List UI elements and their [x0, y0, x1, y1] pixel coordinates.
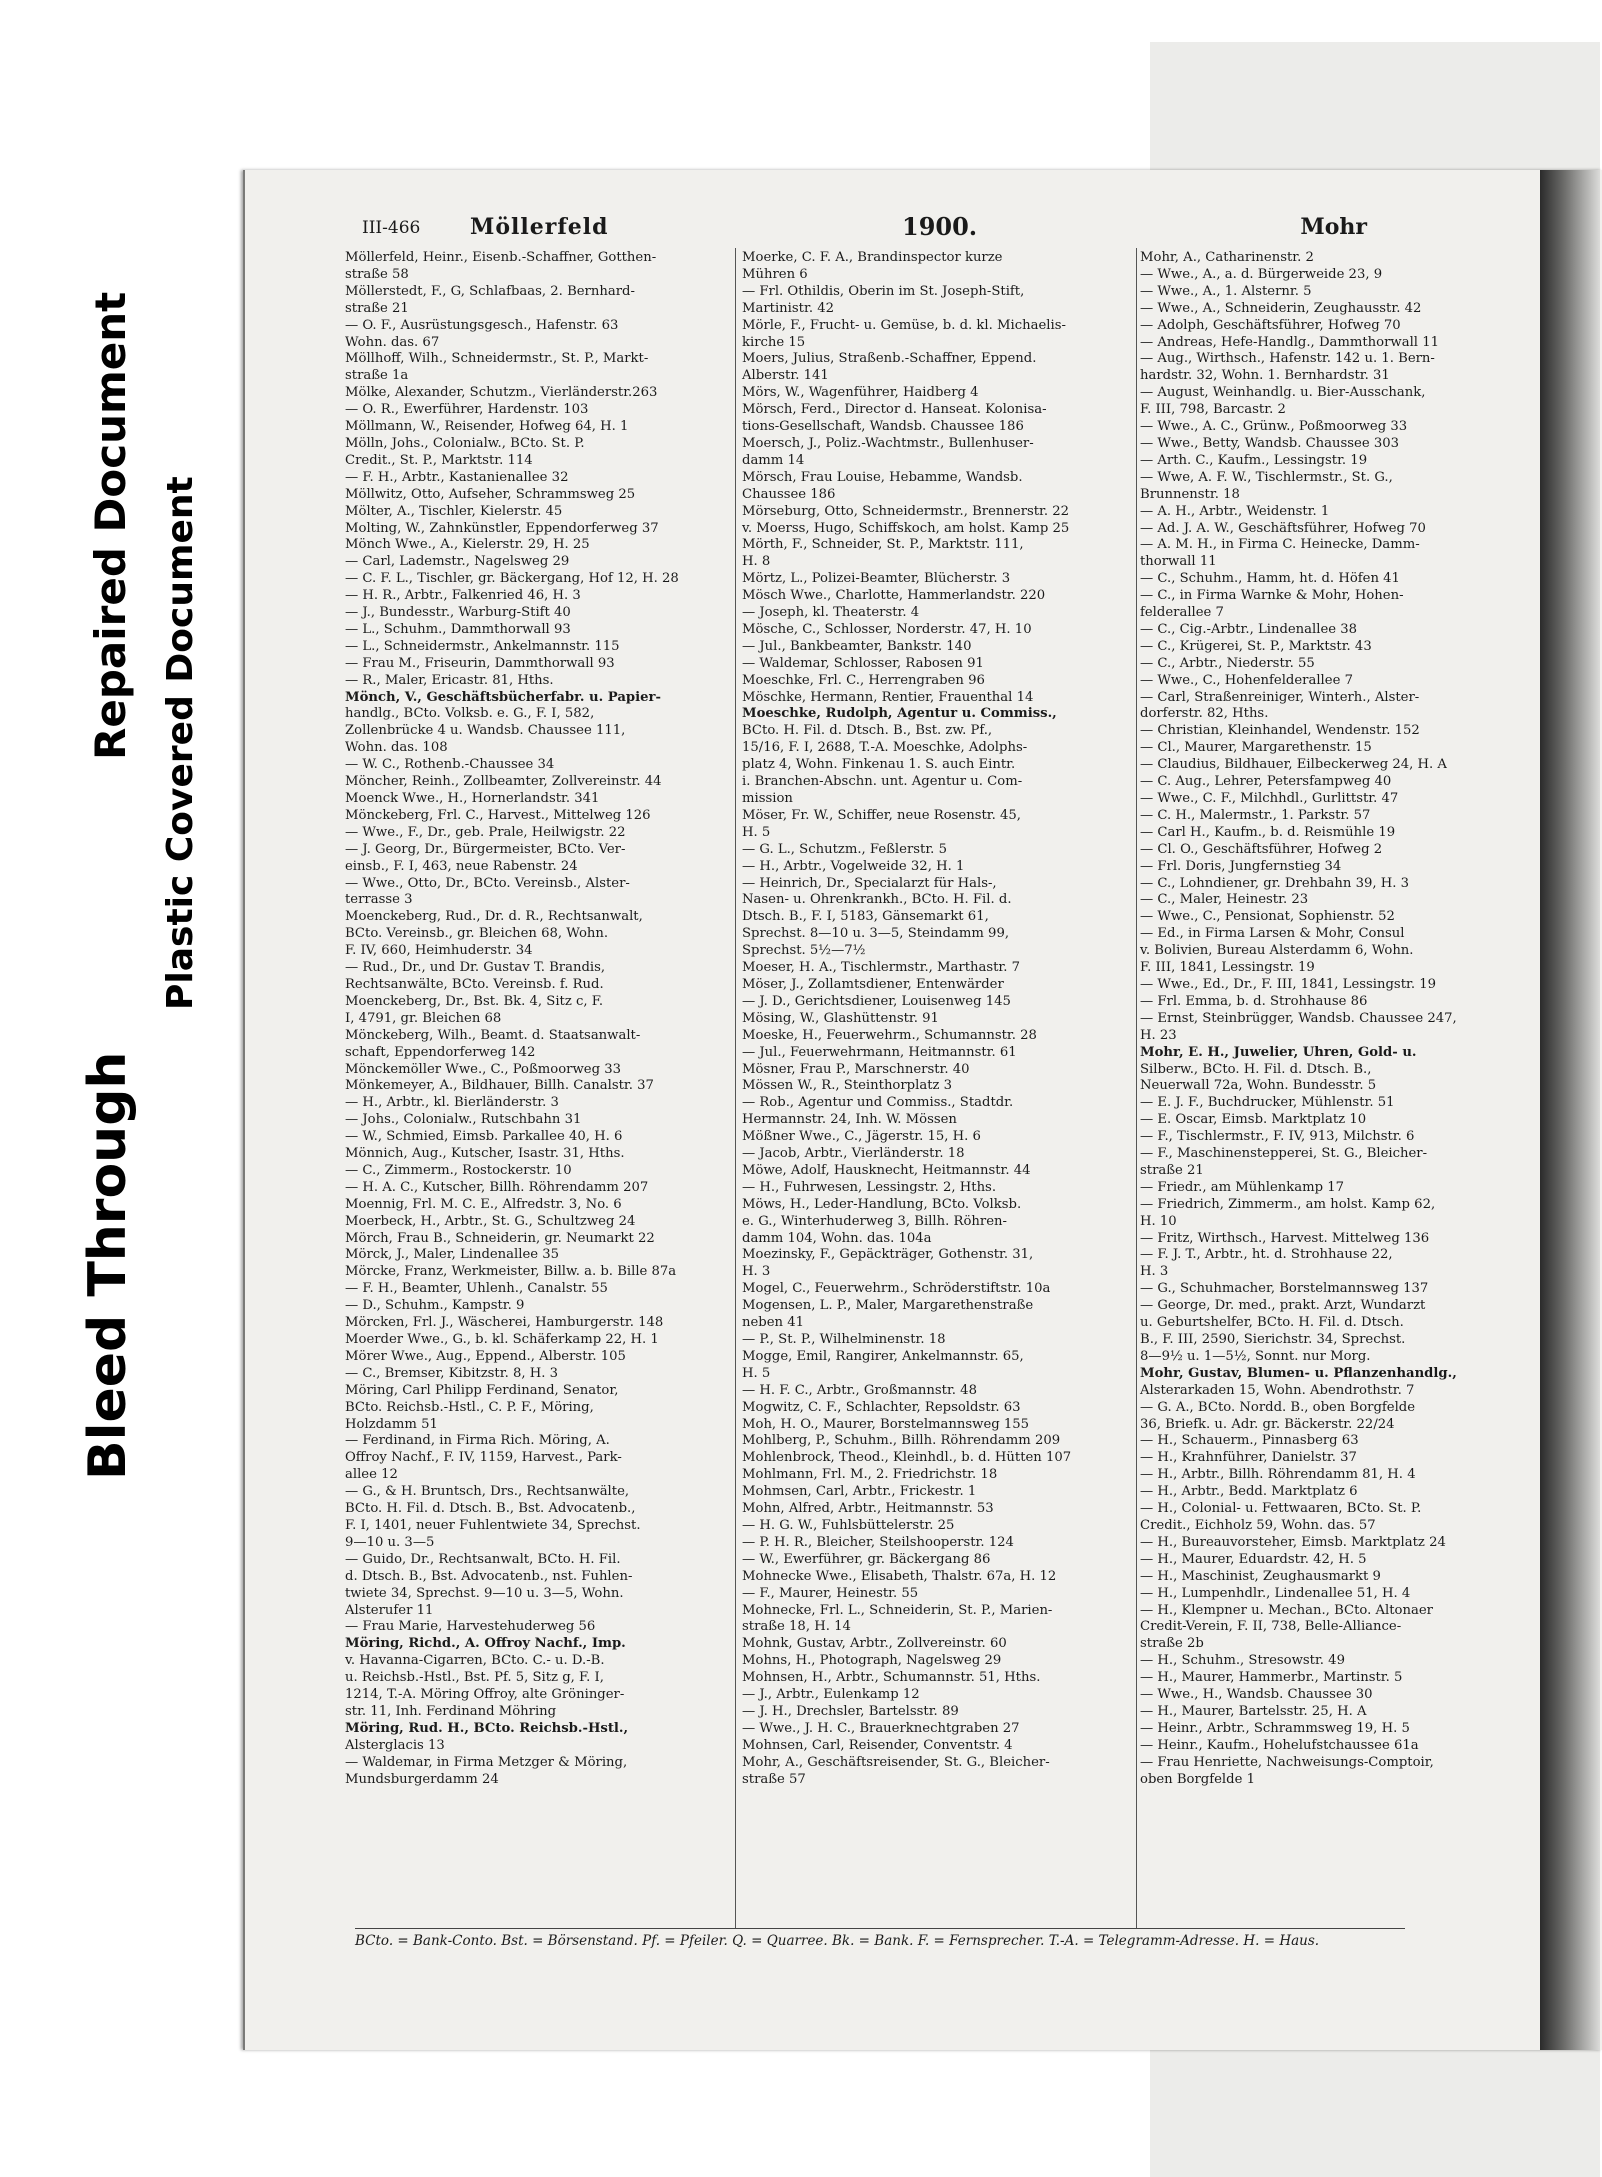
directory-entry-line: — Fritz, Wirthsch., Harvest. Mittelweg 136 [1140, 1230, 1430, 1246]
directory-entry-line: Möws, H., Leder-Handlung, BCto. Volksb. [742, 1196, 1022, 1212]
directory-entry-line: Mogge, Emil, Rangirer, Ankelmannstr. 65, [742, 1348, 1024, 1364]
directory-entry-line: Mörsch, Frau Louise, Hebamme, Wandsb. [742, 469, 1023, 485]
directory-entry-line: — P. H. R., Bleicher, Steilshooperstr. 124 [742, 1534, 1014, 1550]
directory-entry-line: Mösch Wwe., Charlotte, Hammerlandstr. 220 [742, 588, 1046, 604]
directory-entry-line: e. G., Winterhuderweg 3, Billh. Röhren- [742, 1213, 1007, 1229]
column-divider [735, 248, 736, 1928]
directory-entry-line: — G. L., Schutzm., Feßlerstr. 5 [742, 841, 947, 857]
directory-entry-line: Moerbeck, H., Arbtr., St. G., Schultzweg 24 [345, 1213, 636, 1229]
directory-entry-line: Moeschke, Rudolph, Agentur u. Commiss., [742, 706, 1057, 722]
directory-entry-line: — C. F. L., Tischler, gr. Bäckergang, Hof 12, H. 28 [345, 571, 679, 587]
directory-entry-line: Moeser, H. A., Tischlermstr., Marthastr. 7 [742, 960, 1021, 976]
directory-entry-line: schaft, Eppendorferweg 142 [345, 1044, 536, 1060]
directory-entry-line: Mörcken, Frl. J., Wäscherei, Hamburgerstr. 148 [345, 1315, 664, 1331]
directory-entry-line: Mößner Wwe., C., Jägerstr. 15, H. 6 [742, 1129, 981, 1145]
directory-entry-line: — Frau Henriette, Nachweisungs-Comptoir, [1140, 1754, 1434, 1770]
directory-entry-line: — A. M. H., in Firma C. Heinecke, Damm- [1140, 537, 1420, 553]
directory-entry-line: Moeske, H., Feuerwehrm., Schumannstr. 28 [742, 1027, 1037, 1043]
directory-entry-line: — Frl. Doris, Jungfernstieg 34 [1140, 858, 1342, 874]
directory-entry-line: Möschke, Hermann, Rentier, Frauenthal 14 [742, 689, 1034, 705]
directory-entry-line: — Wwe., C., Pensionat, Sophienstr. 52 [1140, 909, 1395, 925]
directory-entry-line: — F. H., Arbtr., Kastanienallee 32 [345, 469, 569, 485]
directory-entry-line: 15/16, F. I, 2688, T.-A. Moeschke, Adolphs- [742, 740, 1028, 756]
directory-entry-line: BCto. H. Fil. d. Dtsch. B., Bst. zw. Pf., [742, 723, 993, 739]
directory-entry-line: — Cl., Maurer, Margarethenstr. 15 [1140, 740, 1372, 756]
directory-entry-line: — Joseph, kl. Theaterstr. 4 [742, 605, 920, 621]
directory-entry-line: — Wwe., A., 1. Alsternr. 5 [1140, 283, 1312, 299]
directory-entry-line: d. Dtsch. B., Bst. Advocatenb., nst. Fuhlen- [345, 1568, 633, 1584]
directory-entry-line: Mohlenbrock, Theod., Kleinhdl., b. d. Hütten 107 [742, 1450, 1072, 1466]
directory-entry-line: — H., Schauerm., Pinnasberg 63 [1140, 1433, 1359, 1449]
directory-entry-line: — H., Krahnführer, Danielstr. 37 [1140, 1450, 1357, 1466]
directory-entry-line: Martinistr. 42 [742, 300, 834, 316]
book-binding [1540, 170, 1600, 2050]
directory-entry-line: Mühren 6 [742, 266, 808, 282]
directory-entry-line: — F. J. T., Arbtr., ht. d. Strohhause 22, [1140, 1247, 1393, 1263]
directory-entry-line: — Ferdinand, in Firma Rich. Möring, A. [345, 1433, 610, 1449]
directory-entry-line: — Guido, Dr., Rechtsanwalt, BCto. H. Fil. [345, 1551, 621, 1567]
directory-entry-line: Brunnenstr. 18 [1140, 486, 1240, 502]
directory-entry-line: thorwall 11 [1140, 554, 1217, 570]
directory-entry-line: dorferstr. 82, Hths. [1140, 706, 1269, 722]
directory-entry-line: — F., Tischlermstr., F. IV, 913, Milchstr. 6 [1140, 1129, 1415, 1145]
directory-entry-line: — C. H., Malermstr., 1. Parkstr. 57 [1140, 807, 1371, 823]
directory-entry-line: Sprechst. 5½—7½ [742, 943, 866, 959]
directory-entry-line: — H. A. C., Kutscher, Billh. Röhrendamm 207 [345, 1179, 649, 1195]
directory-entry-line: — D., Schuhm., Kampstr. 9 [345, 1298, 525, 1314]
directory-entry-line: — H., Maurer, Bartelsstr. 25, H. A [1140, 1703, 1367, 1719]
directory-entry-line: straße 2b [1140, 1636, 1204, 1652]
directory-entry-line: Credit., St. P., Marktstr. 114 [345, 452, 533, 468]
directory-entry-line: Moerder Wwe., G., b. kl. Schäferkamp 22, H. 1 [345, 1332, 659, 1347]
directory-entry-line: felderallee 7 [1140, 605, 1224, 621]
directory-entry-line: Möllmann, W., Reisender, Hofweg 64, H. 1 [345, 419, 629, 435]
column-divider [1136, 248, 1137, 1928]
directory-entry-line: Mohnk, Gustav, Arbtr., Zollvereinstr. 60 [742, 1636, 1007, 1652]
directory-entry-line: v. Havanna-Cigarren, BCto. C.- u. D.-B. [345, 1653, 605, 1669]
directory-entry-line: Alsterufer 11 [345, 1602, 434, 1618]
directory-entry-line: — H., Arbtr., Vogelweide 32, H. 1 [742, 858, 965, 874]
directory-entry-line: — H., Lumpenhdlr., Lindenallee 51, H. 4 [1140, 1585, 1411, 1601]
directory-entry-line: Alsterarkaden 15, Wohn. Abendrothstr. 7 [1140, 1382, 1415, 1398]
directory-entry-line: — Jul., Feuerwehrmann, Heitmannstr. 61 [742, 1044, 1017, 1060]
directory-entry-line: oben Borgfelde 1 [1140, 1771, 1255, 1787]
directory-entry-line: Molting, W., Zahnkünstler, Eppendorferweg 37 [345, 520, 659, 536]
directory-entry-line: 36, Briefk. u. Adr. gr. Bäckerstr. 22/24 [1140, 1416, 1395, 1432]
directory-entry-line: — L., Schneidermstr., Ankelmannstr. 115 [345, 638, 620, 654]
directory-entry-line: Mölln, Johs., Colonialw., BCto. St. P. [345, 435, 585, 451]
directory-entry-line: — Waldemar, Schlosser, Rabosen 91 [742, 655, 984, 671]
directory-entry-line: damm 104, Wohn. das. 104a [742, 1230, 932, 1246]
directory-entry-line: — O. R., Ewerführer, Hardenstr. 103 [345, 402, 589, 418]
directory-entry-line: Mundsburgerdamm 24 [345, 1771, 499, 1787]
directory-entry-line: Wohn. das. 67 [345, 334, 440, 350]
directory-entry-line: damm 14 [742, 452, 805, 468]
directory-entry-line: — O. F., Ausrüstungsgesch., Hafenstr. 63 [345, 317, 619, 333]
directory-entry-line: straße 21 [345, 300, 409, 316]
directory-entry-line: neben 41 [742, 1315, 805, 1331]
header-year: 1900. [902, 212, 978, 241]
directory-entry-line: — Rob., Agentur und Commiss., Stadtdr. [742, 1095, 1014, 1111]
directory-entry-line: — H. G. W., Fuhlsbüttelerstr. 25 [742, 1517, 955, 1533]
directory-entry-line: twiete 34, Sprechst. 9—10 u. 3—5, Wohn. [345, 1585, 624, 1601]
page-code: III-466 [362, 218, 421, 238]
directory-entry-line: i. Branchen-Abschn. unt. Agentur u. Com- [742, 774, 1023, 790]
directory-entry-line: v. Moerss, Hugo, Schiffskoch, am holst. Kamp 25 [742, 520, 1070, 536]
directory-entry-line: Holzdamm 51 [345, 1416, 438, 1432]
directory-entry-line: handlg., BCto. Volksb. e. G., F. I, 582, [345, 706, 595, 722]
directory-entry-line: — C. Aug., Lehrer, Petersfampweg 40 [1140, 774, 1392, 790]
directory-entry-line: — C., Zimmerm., Rostockerstr. 10 [345, 1162, 572, 1178]
footer-rule [355, 1928, 1405, 1929]
directory-entry-line: Mösche, C., Schlosser, Norderstr. 47, H. 10 [742, 621, 1032, 637]
directory-entry-line: Möwe, Adolf, Hausknecht, Heitmannstr. 44 [742, 1162, 1031, 1178]
directory-entry-line: — Claudius, Bildhauer, Eilbeckerweg 24, H. A [1140, 757, 1447, 773]
directory-entry-line: — W., Schmied, Eimsb. Parkallee 40, H. 6 [345, 1129, 623, 1145]
directory-entry-line: — Ed., in Firma Larsen & Mohr, Consul [1140, 926, 1405, 942]
directory-entry-line: Mohnecke, Frl. L., Schneiderin, St. P., Marien- [742, 1602, 1053, 1618]
directory-entry-line: Mönnich, Aug., Kutscher, Isastr. 31, Hths. [345, 1146, 625, 1162]
directory-entry-line: — W., Ewerführer, gr. Bäckergang 86 [742, 1551, 991, 1567]
directory-entry-line: Möllhoff, Wilh., Schneidermstr., St. P., Markt- [345, 351, 649, 367]
directory-entry-line: Möllwitz, Otto, Aufseher, Schrammsweg 25 [345, 486, 636, 502]
directory-entry-line: — W. C., Rothenb.-Chaussee 34 [345, 757, 555, 773]
directory-entry-line: — Wwe., F., Dr., geb. Prale, Heilwigstr. 22 [345, 824, 626, 840]
directory-entry-line: Moersch, J., Poliz.-Wachtmstr., Bullenhuser- [742, 435, 1034, 451]
directory-entry-line: — August, Weinhandlg. u. Bier-Ausschank, [1140, 385, 1426, 401]
directory-entry-line: Mönch, V., Geschäftsbücherfabr. u. Papier- [345, 689, 661, 705]
directory-entry-line: — H., Maurer, Eduardstr. 42, H. 5 [1140, 1551, 1367, 1567]
directory-entry-line: Mönkemeyer, A., Bildhauer, Billh. Canalstr. 37 [345, 1078, 654, 1094]
directory-entry-line: I, 4791, gr. Bleichen 68 [345, 1010, 502, 1026]
directory-entry-line: 1214, T.-A. Möring Offroy, alte Gröninger- [345, 1687, 625, 1703]
directory-entry-line: — J. H., Drechsler, Bartelsstr. 89 [742, 1703, 959, 1719]
directory-entry-line: Mohlberg, P., Schuhm., Billh. Röhrendamm 209 [742, 1433, 1061, 1449]
directory-entry-line: Möser, J., Zollamtsdiener, Entenwärder [742, 976, 1004, 992]
directory-entry-line: — H., Maschinist, Zeughausmarkt 9 [1140, 1568, 1381, 1584]
header-right-word: Mohr [1300, 214, 1367, 240]
directory-entry-line: — C., Cig.-Arbtr., Lindenallee 38 [1140, 621, 1358, 637]
directory-entry-line: — Heinrich, Dr., Specialarzt für Hals-, [742, 875, 997, 891]
directory-entry-line: — Wwe., Otto, Dr., BCto. Vereinsb., Alster- [345, 875, 630, 891]
label-bleed-through: Bleed Through [78, 1051, 138, 1480]
directory-entry-line: — H., Arbtr., Bedd. Marktplatz 6 [1140, 1484, 1358, 1500]
directory-entry-line: Moenck Wwe., H., Hornerlandstr. 341 [345, 791, 600, 806]
directory-entry-line: Mörer Wwe., Aug., Eppend., Alberstr. 105 [345, 1348, 626, 1364]
directory-entry-line: — H., Colonial- u. Fettwaaren, BCto. St. P. [1140, 1501, 1422, 1517]
directory-entry-line: Offroy Nachf., F. IV, 1159, Harvest., Park- [345, 1450, 622, 1466]
directory-entry-line: — C., Bremser, Kibitzstr. 8, H. 3 [345, 1365, 559, 1381]
directory-entry-line: 9—10 u. 3—5 [345, 1534, 435, 1550]
directory-entry-line: — Aug., Wirthsch., Hafenstr. 142 u. 1. Bern- [1140, 351, 1435, 367]
directory-entry-line: Mölter, A., Tischler, Kielerstr. 45 [345, 503, 563, 519]
directory-entry-line: — E. J. F., Buchdrucker, Mühlenstr. 51 [1140, 1095, 1395, 1111]
directory-entry-line: Neuerwall 72a, Wohn. Bundesstr. 5 [1140, 1078, 1377, 1094]
directory-entry-line: — Wwe., C. F., Milchhdl., Gurlittstr. 47 [1140, 791, 1399, 806]
directory-entry-line: — E. Oscar, Eimsb. Marktplatz 10 [1140, 1112, 1367, 1128]
directory-entry-line: — Johs., Colonialw., Rutschbahn 31 [345, 1112, 582, 1128]
directory-entry-line: terrasse 3 [345, 892, 413, 908]
directory-entry-line: H. 3 [742, 1264, 771, 1280]
directory-entry-line: Moezinsky, F., Gepäckträger, Gothenstr. 31, [742, 1247, 1034, 1263]
directory-entry-line: Mösner, Frau P., Marschnerstr. 40 [742, 1061, 970, 1077]
directory-entry-line: Mohn, Alfred, Arbtr., Heitmannstr. 53 [742, 1501, 994, 1517]
directory-entry-line: — Arth. C., Kaufm., Lessingstr. 19 [1140, 452, 1368, 468]
directory-entry-line: — G., Schuhmacher, Borstelmannsweg 137 [1140, 1281, 1429, 1297]
directory-entry-line: Wohn. das. 108 [345, 740, 448, 756]
directory-entry-line: — Wwe., H., Wandsb. Chaussee 30 [1140, 1687, 1373, 1703]
directory-entry-line: Möring, Carl Philipp Ferdinand, Senator, [345, 1382, 619, 1398]
directory-entry-line: H. 10 [1140, 1213, 1177, 1229]
header-left-word: Möllerfeld [470, 214, 609, 240]
directory-entry-line: — Wwe., Ed., Dr., F. III, 1841, Lessingstr. 19 [1140, 976, 1437, 992]
entries-column-1 [345, 250, 728, 1788]
directory-entry-line: — H., Maurer, Hammerbr., Martinstr. 5 [1140, 1670, 1403, 1686]
directory-entry-line: Silberw., BCto. H. Fil. d. Dtsch. B., [1140, 1061, 1372, 1077]
entries-column-2 [742, 250, 1132, 1788]
entries-column-3 [1140, 250, 1457, 1788]
directory-entry-line: kirche 15 [742, 334, 806, 350]
directory-entry-line: Mohmsen, Carl, Arbtr., Frickestr. 1 [742, 1484, 977, 1500]
directory-entry-line: — Friedr., am Mühlenkamp 17 [1140, 1179, 1345, 1195]
directory-entry-line: — H., Schuhm., Stresowstr. 49 [1140, 1653, 1345, 1669]
directory-entry-line: — Ad. J. A. W., Geschäftsführer, Hofweg 70 [1140, 520, 1426, 536]
directory-entry-line: Mohr, A., Catharinenstr. 2 [1140, 250, 1314, 265]
directory-entry-line: Rechtsanwälte, BCto. Vereinsb. f. Rud. [345, 976, 604, 992]
directory-entry-line: 8—9½ u. 1—5½, Sonnt. nur Morg. [1140, 1348, 1371, 1364]
directory-entry-line: straße 57 [742, 1771, 806, 1787]
directory-entry-line: Mönckeberg, Frl. C., Harvest., Mittelweg 126 [345, 807, 651, 823]
directory-entry-line: F. I, 1401, neuer Fuhlentwiete 34, Sprechst. [345, 1517, 641, 1533]
directory-entry-line: Mölke, Alexander, Schutzm., Vierländerstr.263 [345, 385, 658, 401]
directory-entry-line: — C., in Firma Warnke & Mohr, Hohen- [1140, 588, 1404, 604]
directory-entry-line: — Rud., Dr., und Dr. Gustav T. Brandis, [345, 960, 606, 976]
directory-entry-line: Möllerstedt, F., G, Schlafbaas, 2. Bernhard- [345, 283, 635, 299]
directory-entry-line: Möncher, Reinh., Zollbeamter, Zollvereinstr. 44 [345, 774, 662, 790]
directory-entry-line: mission [742, 791, 793, 806]
directory-entry-line: str. 11, Inh. Ferdinand Möhring [345, 1703, 557, 1719]
directory-entry-line: hardstr. 32, Wohn. 1. Bernhardstr. 31 [1140, 368, 1390, 384]
directory-entry-line: Mohnsen, Carl, Reisender, Conventstr. 4 [742, 1737, 1013, 1753]
directory-entry-line: — G., & H. Bruntsch, Drs., Rechtsanwälte, [345, 1484, 630, 1500]
directory-entry-line: — C., Lohndiener, gr. Drehbahn 39, H. 3 [1140, 875, 1410, 891]
directory-entry-line: — C., Arbtr., Niederstr. 55 [1140, 655, 1315, 671]
directory-entry-line: — Carl, Straßenreiniger, Winterh., Alster- [1140, 689, 1420, 705]
directory-entry-line: Mohns, H., Photograph, Nagelsweg 29 [742, 1653, 1002, 1669]
directory-entry-line: Moers, Julius, Straßenb.-Schaffner, Eppend. [742, 351, 1037, 367]
directory-entry-line: — Jacob, Arbtr., Vierländerstr. 18 [742, 1146, 965, 1162]
directory-entry-line: Mönckemöller Wwe., C., Poßmoorweg 33 [345, 1061, 621, 1077]
directory-entry-line: Mohr, A., Geschäftsreisender, St. G., Bleicher- [742, 1754, 1050, 1770]
directory-entry-line: Sprechst. 8—10 u. 3—5, Steindamm 99, [742, 926, 1010, 942]
directory-entry-line: Hermannstr. 24, Inh. W. Mössen [742, 1112, 957, 1128]
directory-entry-line: F. IV, 660, Heimhuderstr. 34 [345, 943, 533, 959]
directory-entry-line: einsb., F. I, 463, neue Rabenstr. 24 [345, 858, 578, 874]
directory-entry-line: Möring, Rud. H., BCto. Reichsb.-Hstl., [345, 1720, 629, 1736]
directory-entry-line: — H., Klempner u. Mechan., BCto. Altonaer [1140, 1602, 1433, 1618]
directory-entry-line: Mörth, F., Schneider, St. P., Marktstr. 111, [742, 537, 1024, 553]
directory-entry-line: H. 23 [1140, 1027, 1177, 1043]
directory-entry-line: — Frau Marie, Harvestehuderweg 56 [345, 1619, 596, 1635]
directory-entry-line: — Frau M., Friseurin, Dammthorwall 93 [345, 655, 615, 671]
directory-entry-line: — H., Arbtr., kl. Bierländerstr. 3 [345, 1095, 559, 1111]
directory-entry-line: Mohnsen, H., Arbtr., Schumannstr. 51, Hths. [742, 1670, 1041, 1686]
directory-entry-line: — L., Schuhm., Dammthorwall 93 [345, 621, 571, 637]
directory-entry-line: Möllerfeld, Heinr., Eisenb.-Schaffner, Gotthen- [345, 250, 657, 265]
directory-entry-line: — F. H., Beamter, Uhlenh., Canalstr. 55 [345, 1281, 608, 1297]
directory-entry-line: — Friedrich, Zimmerm., am holst. Kamp 62, [1140, 1196, 1436, 1212]
directory-entry-line: Moennig, Frl. M. C. E., Alfredstr. 3, No. 6 [345, 1196, 622, 1212]
directory-entry-line: — Frl. Emma, b. d. Strohhause 86 [1140, 993, 1368, 1009]
directory-entry-line: F. III, 1841, Lessingstr. 19 [1140, 960, 1315, 976]
directory-entry-line: u. Geburtshelfer, BCto. H. Fil. d. Dtsch. [1140, 1315, 1404, 1331]
directory-entry-line: — Waldemar, in Firma Metzger & Möring, [345, 1754, 628, 1770]
directory-entry-line: BCto. Vereinsb., gr. Bleichen 68, Wohn. [345, 926, 609, 942]
directory-entry-line: straße 1a [345, 368, 409, 384]
directory-entry-line: — J. D., Gerichtsdiener, Louisenweg 145 [742, 993, 1011, 1009]
directory-entry-line: v. Bolivien, Bureau Alsterdamm 6, Wohn. [1140, 943, 1414, 959]
directory-entry-line: F. III, 798, Barcastr. 2 [1140, 402, 1286, 418]
directory-entry-line: — C., Krügerei, St. P., Marktstr. 43 [1140, 638, 1372, 654]
directory-entry-line: Moenckeberg, Rud., Dr. d. R., Rechtsanwalt, [345, 909, 643, 925]
directory-entry-line: — Heinr., Arbtr., Schrammsweg 19, H. 5 [1140, 1720, 1410, 1736]
directory-entry-line: Mönckeberg, Wilh., Beamt. d. Staatsanwalt- [345, 1027, 641, 1043]
directory-entry-line: Mohlmann, Frl. M., 2. Friedrichstr. 18 [742, 1467, 998, 1483]
directory-entry-line: — Carl, Lademstr., Nagelsweg 29 [345, 554, 570, 570]
directory-entry-line: H. 5 [742, 1365, 771, 1381]
directory-entry-line: Möser, Fr. W., Schiffer, neue Rosenstr. 45, [742, 807, 1022, 823]
directory-entry-line: straße 21 [1140, 1162, 1204, 1178]
directory-entry-line: — F., Maschinenstepperei, St. G., Bleicher- [1140, 1146, 1428, 1162]
directory-entry-line: — Ernst, Steinbrügger, Wandsb. Chaussee 247, [1140, 1010, 1457, 1026]
directory-entry-line: — C., Schuhm., Hamm, ht. d. Höfen 41 [1140, 571, 1400, 587]
directory-entry-line: allee 12 [345, 1467, 398, 1483]
directory-entry-line: — H. F. C., Arbtr., Großmannstr. 48 [742, 1382, 977, 1398]
directory-entry-line: — Wwe., A. C., Grünw., Poßmoorweg 33 [1140, 419, 1408, 435]
directory-entry-line: H. 8 [742, 554, 771, 570]
directory-entry-line: — Adolph, Geschäftsführer, Hofweg 70 [1140, 317, 1401, 333]
directory-entry-line: — Wwe., Betty, Wandsb. Chaussee 303 [1140, 435, 1400, 451]
directory-entry-line: Chaussee 186 [742, 486, 836, 502]
directory-entry-line: Mörch, Frau B., Schneiderin, gr. Neumarkt 22 [345, 1230, 655, 1246]
directory-entry-line: — Wwe., C., Hohenfelderallee 7 [1140, 672, 1353, 688]
directory-entry-line: Möring, Richd., A. Offroy Nachf., Imp. [345, 1636, 626, 1652]
directory-entry-line: — H. R., Arbtr., Falkenried 46, H. 3 [345, 588, 581, 604]
directory-entry-line: Mörck, J., Maler, Lindenallee 35 [345, 1247, 560, 1263]
directory-entry-line: — A. H., Arbtr., Weidenstr. 1 [1140, 503, 1330, 519]
directory-entry-line: — Heinr., Kaufm., Hohelufstchaussee 61a [1140, 1737, 1419, 1753]
directory-entry-line: — J., Bundesstr., Warburg-Stift 40 [345, 605, 571, 621]
directory-entry-line: Mogel, C., Feuerwehrm., Schröderstiftstr. 10a [742, 1281, 1051, 1297]
directory-entry-line: Mogwitz, C. F., Schlachter, Repsoldstr. 63 [742, 1399, 1021, 1415]
directory-entry-line: — H., Fuhrwesen, Lessingstr. 2, Hths. [742, 1179, 997, 1195]
directory-entry-line: Mörtz, L., Polizei-Beamter, Blücherstr. 3 [742, 571, 1011, 587]
directory-entry-line: Dtsch. B., F. I, 5183, Gänsemarkt 61, [742, 909, 989, 925]
directory-entry-line: — H., Arbtr., Billh. Röhrendamm 81, H. 4 [1140, 1467, 1416, 1483]
directory-entry-line: Mörseburg, Otto, Schneidermstr., Brennerstr. 22 [742, 503, 1070, 519]
directory-entry-line: Credit., Eichholz 59, Wohn. das. 57 [1140, 1517, 1376, 1533]
directory-entry-line: — J., Arbtr., Eulenkamp 12 [742, 1687, 920, 1703]
directory-entry-line: — Frl. Othildis, Oberin im St. Joseph-Stift, [742, 283, 1025, 299]
page-header [362, 212, 1367, 246]
directory-entry-line: — C., Maler, Heinestr. 23 [1140, 892, 1309, 908]
directory-entry-line: Zollenbrücke 4 u. Wandsb. Chaussee 111, [345, 723, 626, 739]
directory-entry-line: Alberstr. 141 [742, 368, 829, 384]
directory-entry-line: — Cl. O., Geschäftsführer, Hofweg 2 [1140, 841, 1383, 857]
directory-entry-line: — F., Maurer, Heinestr. 55 [742, 1585, 919, 1601]
directory-entry-line: H. 3 [1140, 1264, 1169, 1280]
directory-entry-line: — Wwe., A., a. d. Bürgerweide 23, 9 [1140, 266, 1383, 282]
directory-entry-line: — Christian, Kleinhandel, Wendenstr. 152 [1140, 723, 1420, 739]
directory-entry-line: — J. Georg, Dr., Bürgermeister, BCto. Ver- [345, 841, 626, 857]
directory-entry-line: — Wwe., J. H. C., Brauerknechtgraben 27 [742, 1720, 1020, 1736]
directory-entry-line: Mohr, E. H., Juwelier, Uhren, Gold- u. [1140, 1044, 1417, 1060]
directory-entry-line: B., F. III, 2590, Sierichstr. 34, Sprechst. [1140, 1332, 1406, 1347]
directory-entry-line: — Carl H., Kaufm., b. d. Reismühle 19 [1140, 824, 1396, 840]
label-plastic-covered: Plastic Covered Document [160, 476, 201, 1010]
directory-entry-line: — P., St. P., Wilhelminenstr. 18 [742, 1332, 946, 1347]
directory-entry-line: BCto. Reichsb.-Hstl., C. P. F., Möring, [345, 1399, 594, 1415]
directory-entry-line: H. 5 [742, 824, 771, 840]
directory-entry-line: — Wwe, A. F. W., Tischlermstr., St. G., [1140, 469, 1393, 485]
directory-entry-line: tions-Gesellschaft, Wandsb. Chaussee 186 [742, 419, 1024, 435]
directory-entry-line: — H., Bureauvorsteher, Eimsb. Marktplatz 24 [1140, 1534, 1446, 1550]
directory-entry-line: — George, Dr. med., prakt. Arzt, Wundarzt [1140, 1298, 1426, 1314]
directory-entry-line: — Andreas, Hefe-Handlg., Dammthorwall 11 [1140, 334, 1439, 350]
directory-entry-line: BCto. H. Fil. d. Dtsch. B., Bst. Advocatenb., [345, 1501, 636, 1517]
directory-entry-line: Mörs, W., Wagenführer, Haidberg 4 [742, 385, 979, 401]
directory-entry-line: Alsterglacis 13 [345, 1737, 445, 1753]
abbreviation-legend: BCto. = Bank-Conto. Bst. = Börsenstand. Pf. = Pfeiler. Q. = Quarree. Bk. = Bank. F. = Fernsprecher. T.-A. = Telegramm-Adresse. H. = Haus. [355, 1933, 1320, 1949]
directory-entry-line: Mörsch, Ferd., Director d. Hanseat. Kolonisa- [742, 402, 1047, 418]
directory-entry-line: Mönch Wwe., A., Kielerstr. 29, H. 25 [345, 537, 590, 553]
directory-entry-line: Mohr, Gustav, Blumen- u. Pflanzenhandlg., [1140, 1365, 1457, 1381]
directory-entry-line: — G. A., BCto. Nordd. B., oben Borgfelde [1140, 1399, 1416, 1415]
directory-entry-line: Moerke, C. F. A., Brandinspector kurze [742, 250, 1003, 265]
directory-entry-line: — R., Maler, Ericastr. 81, Hths. [345, 672, 554, 688]
directory-entry-line: Nasen- u. Ohrenkrankh., BCto. H. Fil. d. [742, 892, 1012, 908]
directory-entry-line: Mössen W., R., Steinthorplatz 3 [742, 1078, 953, 1094]
directory-entry-line: Mörcke, Franz, Werkmeister, Billw. a. b. Bille 87a [345, 1264, 677, 1280]
directory-entry-line: straße 58 [345, 266, 409, 282]
directory-entry-line: Moeschke, Frl. C., Herrengraben 96 [742, 672, 985, 688]
directory-entry-line: Mohnecke Wwe., Elisabeth, Thalstr. 67a, H. 12 [742, 1568, 1057, 1584]
label-repaired-document: Repaired Document [86, 291, 135, 760]
directory-entry-line: Moenckeberg, Dr., Bst. Bk. 4, Sitz c, F. [345, 993, 604, 1009]
directory-entry-line: Moh, H. O., Maurer, Borstelmannsweg 155 [742, 1416, 1030, 1432]
directory-entry-line: — Jul., Bankbeamter, Bankstr. 140 [742, 638, 972, 654]
directory-entry-line: Credit-Verein, F. II, 738, Belle-Alliance- [1140, 1619, 1402, 1635]
directory-entry-line: platz 4, Wohn. Finkenau 1. S. auch Eintr. [742, 757, 1016, 773]
directory-entry-line: Mogensen, L. P., Maler, Margarethenstraße [742, 1298, 1034, 1314]
directory-entry-line: straße 18, H. 14 [742, 1619, 851, 1635]
directory-entry-line: Mösing, W., Glashüttenstr. 91 [742, 1010, 939, 1026]
directory-entry-line: Mörle, F., Frucht- u. Gemüse, b. d. kl. Michaelis- [742, 317, 1066, 333]
directory-entry-line: u. Reichsb.-Hstl., Bst. Pf. 5, Sitz g, F. I, [345, 1670, 604, 1686]
directory-entry-line: — Wwe., A., Schneiderin, Zeughausstr. 42 [1140, 300, 1422, 316]
